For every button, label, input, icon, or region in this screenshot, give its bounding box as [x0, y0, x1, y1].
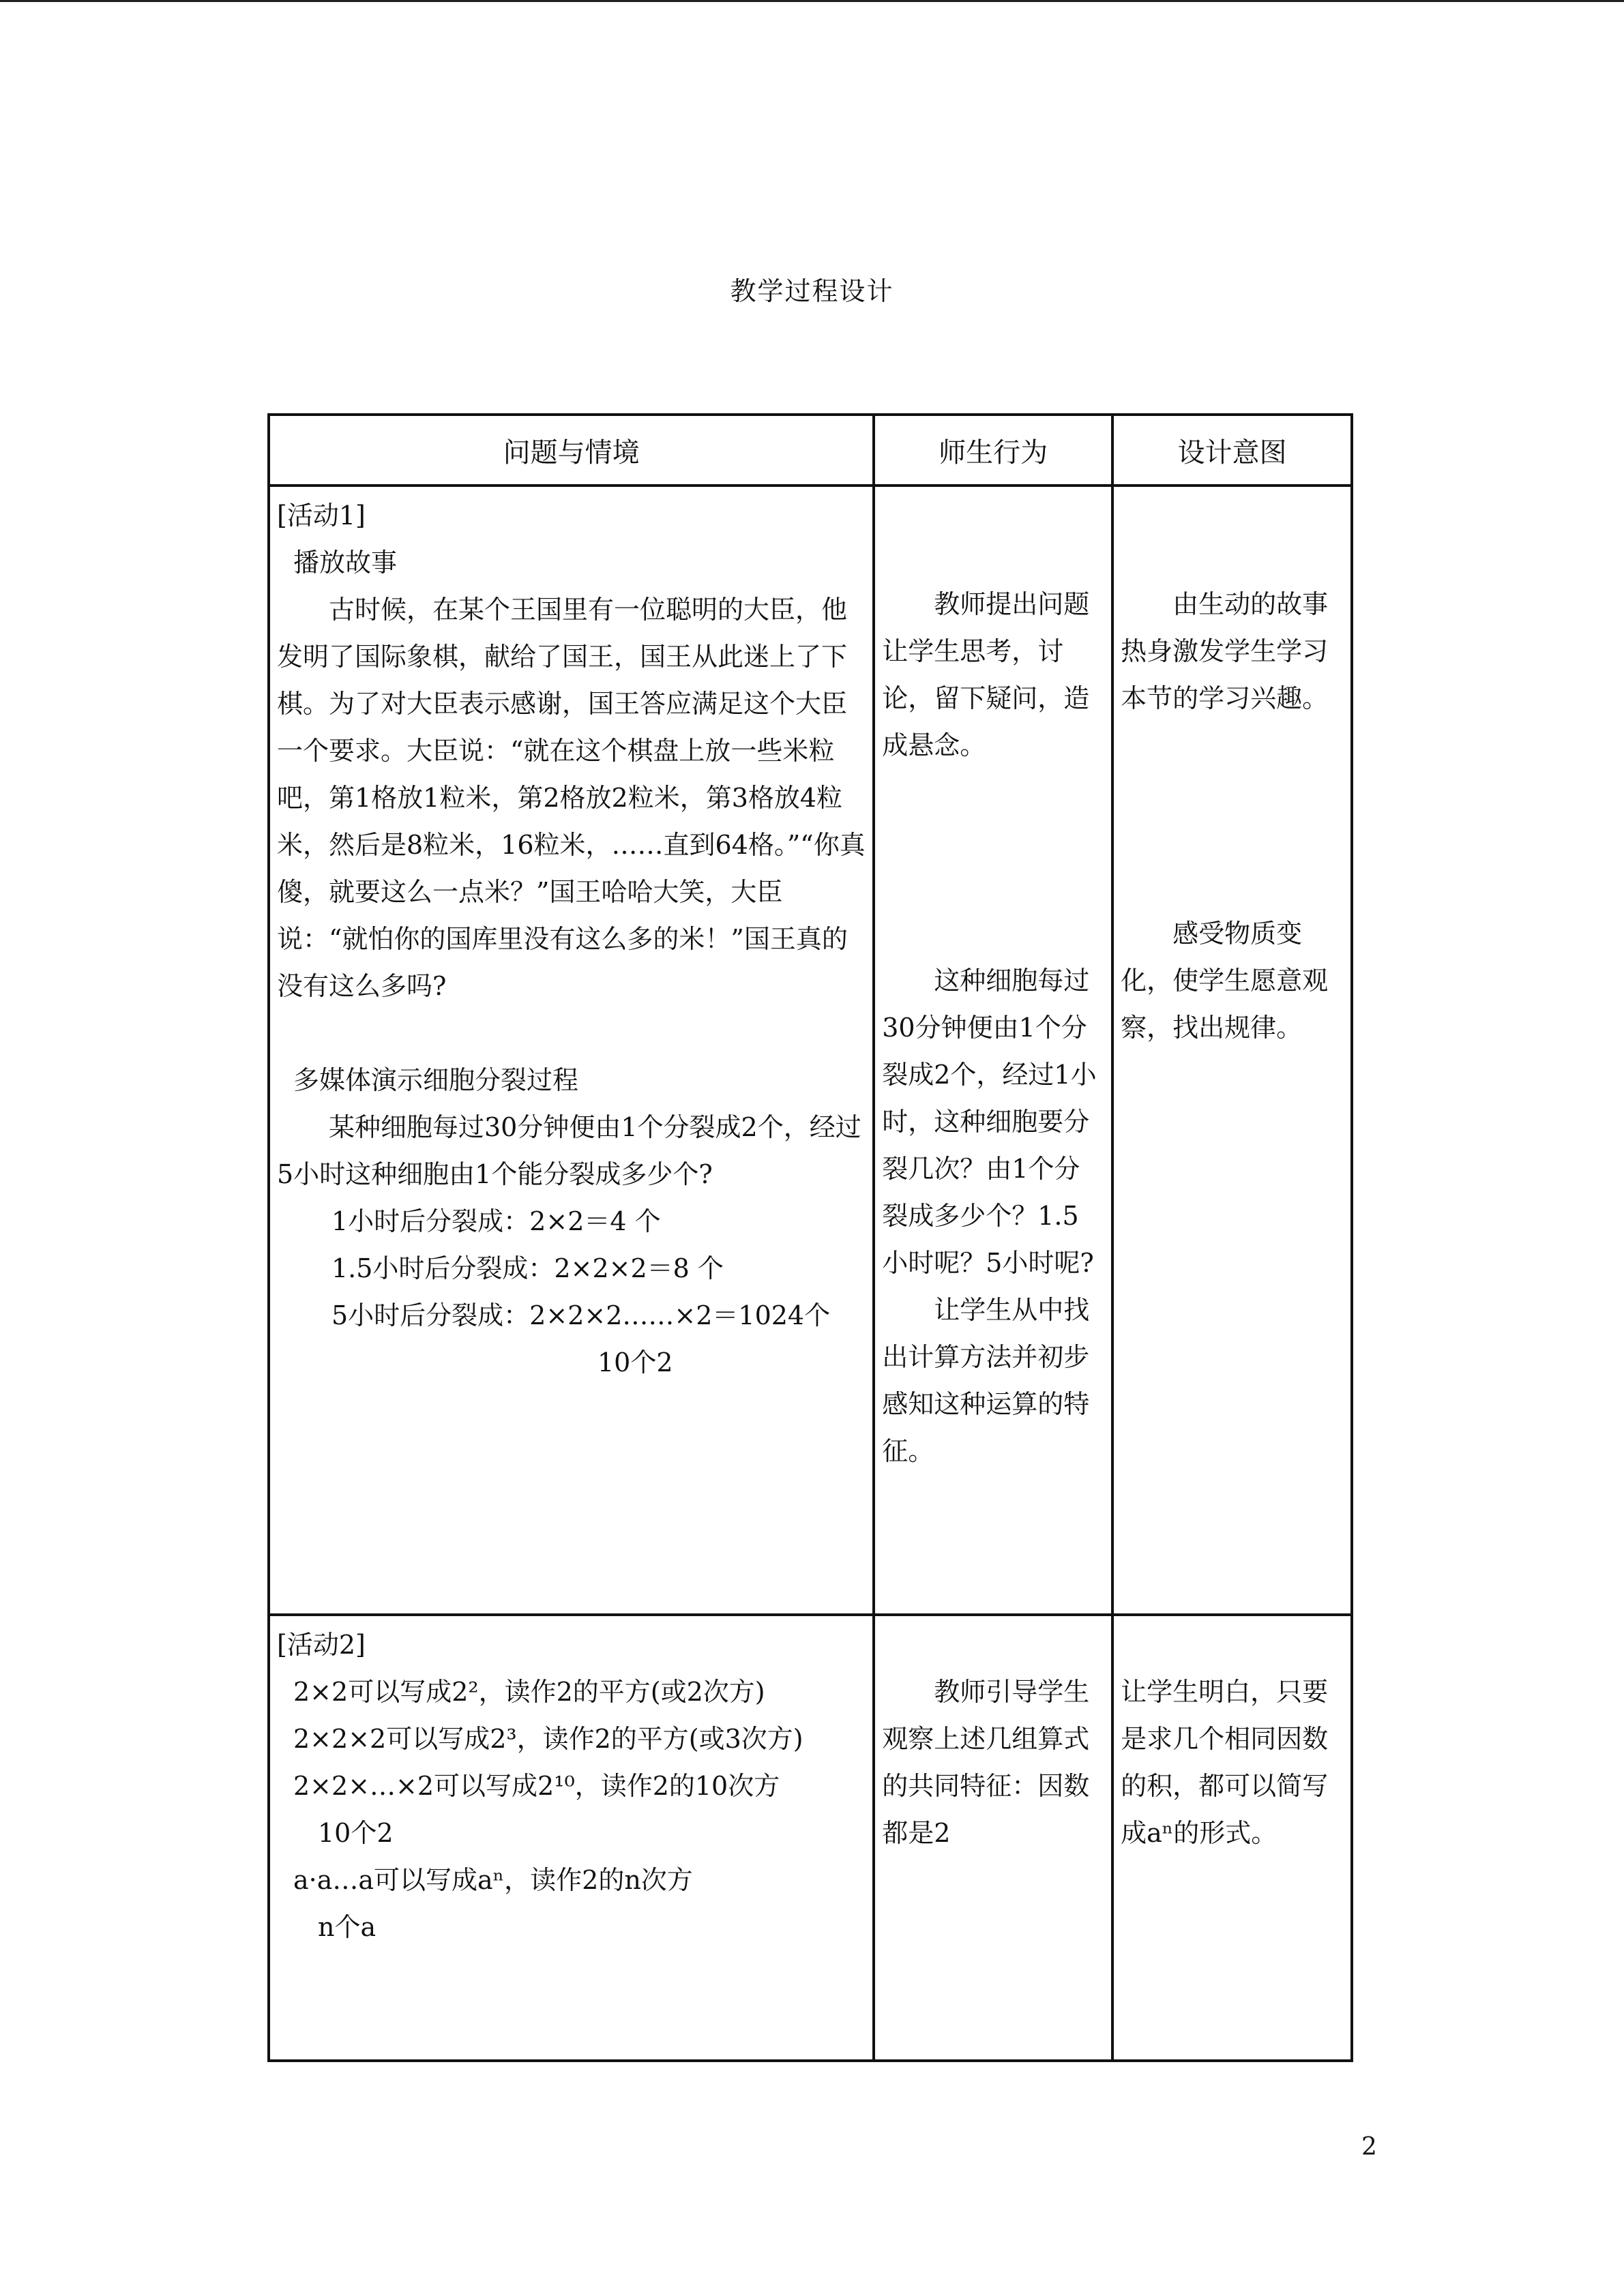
cell-activity-1-teacher	[874, 486, 1112, 1615]
header-design-intent: 设计意图	[1112, 415, 1352, 486]
design-intent-1: 由生动的故事热身激发学生学习本节的学习兴趣。	[1121, 589, 1329, 713]
design-intent-3: 让学生明白，只要是求几个相同因数的积，都可以简写成aⁿ的形式。	[1121, 1677, 1329, 1848]
header-question-situation: 问题与情境	[269, 415, 874, 486]
story-subtitle: 播放故事	[293, 548, 398, 578]
cell-activity-1-intent	[1112, 486, 1352, 1615]
cell-division-problem: 某种细胞每过30分钟便由1个分裂成2个，经过5小时这种细胞由1个能分裂成多少个?	[277, 1112, 861, 1189]
teacher-action-4: 教师引导学生观察上述几组算式的共同特征：因数都是2	[882, 1677, 1090, 1848]
power-line-3: 2×2×…×2可以写成2¹⁰，读作2的10次方	[293, 1771, 780, 1801]
power-line-2: 2×2×2可以写成2³，读作2的平方(或3次方)	[293, 1724, 803, 1754]
lesson-design-table	[267, 413, 1353, 2062]
teacher-action-3: 让学生从中找出计算方法并初步感知这种运算的特征。	[882, 1295, 1090, 1466]
header-teacher-student-behavior: 师生行为	[874, 415, 1112, 486]
table-row-activity-1	[269, 486, 1352, 1615]
table-row-activity-2	[269, 1615, 1352, 2061]
power-line-3-underbrace-label: 10个2	[318, 1818, 394, 1848]
design-intent-2: 感受物质变化，使学生愿意观察，找出规律。	[1121, 919, 1329, 1043]
calc-1-5-hours: 1.5小时后分裂成：2×2×2＝8 个	[331, 1253, 724, 1283]
power-line-4: a·a…a可以写成aⁿ，读作2的n次方	[293, 1865, 693, 1895]
page-title: 教学过程设计	[730, 276, 894, 306]
cell-activity-1-situation	[269, 486, 874, 1615]
activity-1-label: [活动1]	[277, 501, 366, 531]
page-number: 2	[1361, 2133, 1377, 2161]
cell-division-subtitle: 多媒体演示细胞分裂过程	[293, 1065, 579, 1095]
teacher-action-2: 这种细胞每过30分钟便由1个分裂成2个，经过1小时，这种细胞要分裂几次？由1个分裂成多少个？1.5小时呢？5小时呢?	[882, 966, 1097, 1278]
power-line-4-underbrace-label: n个a	[318, 1912, 377, 1942]
cell-activity-2-teacher	[874, 1615, 1112, 2061]
activity-2-label: [活动2]	[277, 1630, 366, 1660]
calc-1-hour: 1小时后分裂成：2×2＝4 个	[331, 1206, 661, 1236]
calc-5-hours-underbrace-label: 10个2	[597, 1347, 673, 1377]
teacher-action-1: 教师提出问题让学生思考，讨论，留下疑问，造成悬念。	[882, 589, 1090, 760]
cell-activity-2-intent	[1112, 1615, 1352, 2061]
table-header-row	[269, 415, 1352, 486]
cell-activity-2-situation	[269, 1615, 874, 2061]
calc-5-hours: 5小时后分裂成：2×2×2……×2＝1024个	[331, 1300, 831, 1330]
story-text: 古时候，在某个王国里有一位聪明的大臣，他发明了国际象棋，献给了国王，国王从此迷上了下棋。为了对大臣表示感谢，国王答应满足这个大臣一个要求。大臣说：“就在这个棋盘上放一些米粒吧，第1格放1粒米，第2格放2粒米，第3格放4粒米，然后是8粒米，16粒米，……直到64格。”“你真傻，就要这么一点米？”国王哈哈大笑，大臣说：“就怕你的国库里没有这么多的米！”国王真的没有这么多吗?	[277, 595, 866, 1001]
power-line-1: 2×2可以写成2²，读作2的平方(或2次方)	[293, 1677, 765, 1707]
top-border-line	[0, 0, 1624, 2]
